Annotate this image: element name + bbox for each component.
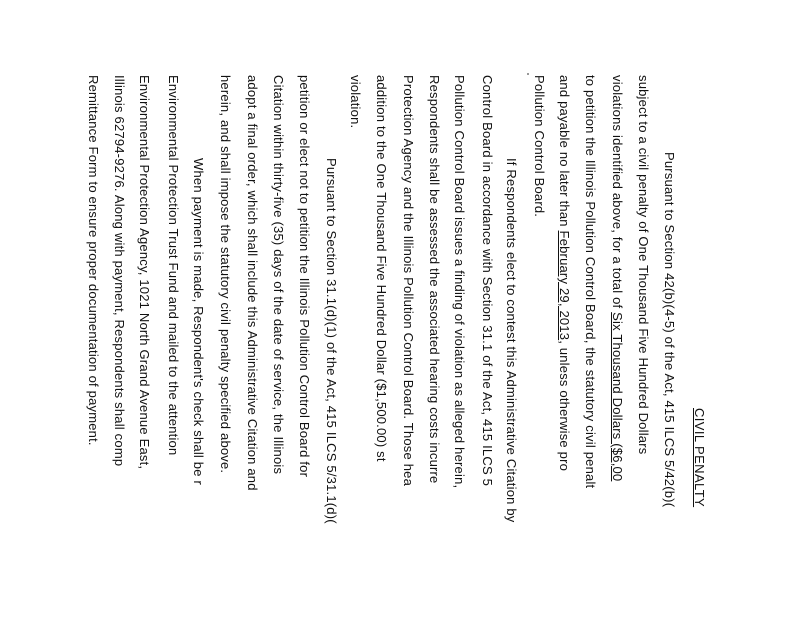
text-line: herein, and shall impose the statutory civil penalty specified above. xyxy=(218,75,233,474)
text-line: to petition the Illinois Pollution Control Board, the statutory civil penalt xyxy=(583,75,598,489)
civil-penalty-heading: CIVIL PENALTY xyxy=(692,408,707,508)
text-line: subject to a civil penalty of One Thousand Five Hundred Dollars xyxy=(636,75,651,455)
underlined-segment: Six Thousand Dollars ($6,00 xyxy=(610,312,625,482)
text-line: Environmental Protection Trust Fund and mailed to the attention xyxy=(166,75,181,456)
text-line: Respondents shall be assessed the associated hearing costs incurre xyxy=(427,75,442,484)
line-segment: and payable no later than xyxy=(557,75,572,231)
text-line: Citation within thirty-five (35) days of the date of service, the Illinois xyxy=(271,75,286,475)
text-line: adopt a final order, which shall include this Administrative Citation and xyxy=(245,75,260,491)
scan-speck xyxy=(527,73,529,75)
text-line: Pursuant to Section 42(b)(4-5) of the Act, 415 ILCS 5/42(b)( xyxy=(662,152,677,508)
text-line: petition or elect not to petition the Illinois Pollution Control Board for xyxy=(297,75,312,478)
text-line: Protection Agency and the Illinois Pollution Control Board. Those hea xyxy=(401,75,416,487)
text-line: Pursuant to Section 31.1(d)(1) of the Act, 415 ILCS 5/31.1(d)( xyxy=(324,158,339,524)
text-line: Remittance Form to ensure proper documentation of payment. xyxy=(86,75,101,446)
line-segment: , unless otherwise pro xyxy=(557,340,572,472)
text-line xyxy=(610,75,624,481)
text-line: When payment is made, Respondent's check shall be r xyxy=(191,158,206,486)
line-segment: violations identified above, for a total of xyxy=(610,75,625,313)
text-line: If Respondents elect to contest this Administrative Citation by xyxy=(504,158,519,523)
text-line: Environmental Protection Agency, 1021 North Grand Avenue East, xyxy=(137,75,152,470)
text-line: addition to the One Thousand Five Hundred Dollar ($1,500.00) st xyxy=(374,75,389,462)
text-line xyxy=(557,75,571,471)
text-line: Pollution Control Board. xyxy=(532,75,547,218)
text-line: violation. xyxy=(348,75,363,129)
underlined-segment: February 29, 2013 xyxy=(557,230,572,341)
text-line: Control Board in accordance with Section 31.1 of the Act, 415 ILCS 5 xyxy=(480,75,495,487)
text-line: Illinois 62794-9276. Along with payment, Respondents shall comp xyxy=(112,75,127,467)
text-line: Pollution Control Board issues a finding of violation as alleged herein, xyxy=(452,75,467,489)
